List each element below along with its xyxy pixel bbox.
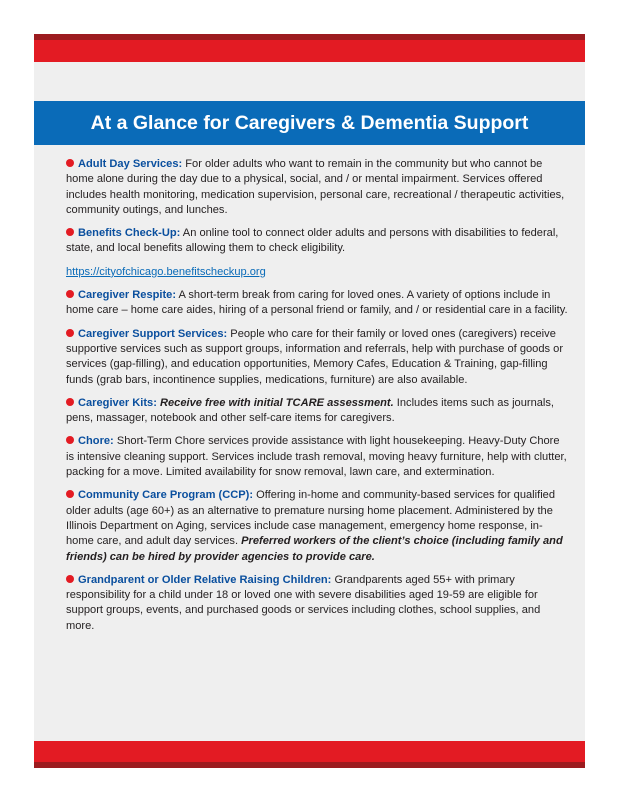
service-list <box>66 157 568 642</box>
item-text: Short-Term Chore services provide assistance with light housekeeping. Heavy-Duty Chore is intensive cleaning support. Services include trash removal, moving heavy furniture, help with clutter, packing for a move. Limited availability for snow removal, lawn care, and extermination. <box>66 435 567 479</box>
item-heading: Grandparent or Older Relative Raising Children: <box>78 573 332 586</box>
item-text: An online tool to connect older adults and persons with disabilities to federal, state, and local benefits allowing them to check eligibility. <box>66 227 559 255</box>
benefits-checkup-link[interactable]: https://cityofchicago.benefitscheckup.org <box>66 265 266 278</box>
item-heading: Benefits Check-Up: <box>78 227 181 240</box>
document-page <box>34 34 585 768</box>
top-red-band <box>34 34 585 62</box>
item-heading: Caregiver Support Services: <box>78 327 228 340</box>
bullet-icon <box>66 575 74 583</box>
item-text: Includes items such as journals, pens, massager, notebook and other self-care items for caregivers. <box>66 396 555 425</box>
page-title: At a Glance for Caregivers & Dementia Support <box>90 111 529 134</box>
item-emphasis: Preferred workers of the client’s choice (including family and friends) can be hired by provider agencies to provide care. <box>66 535 563 563</box>
item-heading: Caregiver Kits: <box>78 396 157 409</box>
bullet-icon <box>66 290 74 298</box>
bullet-icon <box>66 490 74 498</box>
item-community-care-program <box>66 488 568 564</box>
bullet-icon <box>66 436 74 444</box>
item-caregiver-kits <box>66 396 568 427</box>
item-benefits-check-up <box>66 226 568 280</box>
item-text: A short-term break from caring for loved ones. A variety of options include in home care – home care aides, hiring of a personal friend or family, and / or residential care in a facility. <box>66 289 568 317</box>
bottom-red-band <box>34 741 585 768</box>
item-heading: Chore: <box>78 435 114 448</box>
item-caregiver-respite <box>66 288 568 319</box>
bullet-icon <box>66 228 74 236</box>
item-text: People who care for their family or loved ones (caregivers) receive supportive services such as support groups, information and referrals, help with purchase of goods or services (gap-filling), and education opportunities, Memory Cafes, Education & Training, gap-filling funds (grab bars, incontinence supplies, medications, furniture) are also available. <box>66 327 564 386</box>
item-chore <box>66 434 568 480</box>
bullet-icon <box>66 329 74 337</box>
title-bar <box>34 101 585 145</box>
bullet-icon <box>66 398 74 406</box>
item-text: Grandparents aged 55+ with primary responsibility for a child under 18 or loved one with severe disabilities aged 19-59 are eligible for support groups, events, and purchased goods or services including clothes, school supplies, and more. <box>66 573 541 632</box>
item-caregiver-support-services <box>66 327 568 388</box>
top-dark-stripe <box>34 34 585 40</box>
bottom-dark-stripe <box>34 762 585 768</box>
item-text: For older adults who want to remain in the community but who cannot be home alone during the day due to a physical, social, and / or mental impairment. Services offered includes health monitoring, medication supervision, personal care, recreational / therapeutic activities, community outings, and lunches. <box>66 158 565 216</box>
item-text: Offering in-home and community-based services for qualified older adults (age 60+) as an alternative to premature nursing home placement. Administered by the Illinois Department on Aging, services include case management, emergency home response, in-home care, and adult day services. <box>66 489 555 548</box>
item-adult-day-services <box>66 157 568 218</box>
item-heading: Community Care Program (CCP): <box>78 489 254 502</box>
item-heading: Adult Day Services: <box>78 158 183 170</box>
item-grandparent-raising-children <box>66 573 568 634</box>
bullet-icon <box>66 159 74 167</box>
item-emphasis: Receive free with initial TCARE assessment. <box>156 396 394 409</box>
item-heading: Caregiver Respite: <box>78 289 177 302</box>
